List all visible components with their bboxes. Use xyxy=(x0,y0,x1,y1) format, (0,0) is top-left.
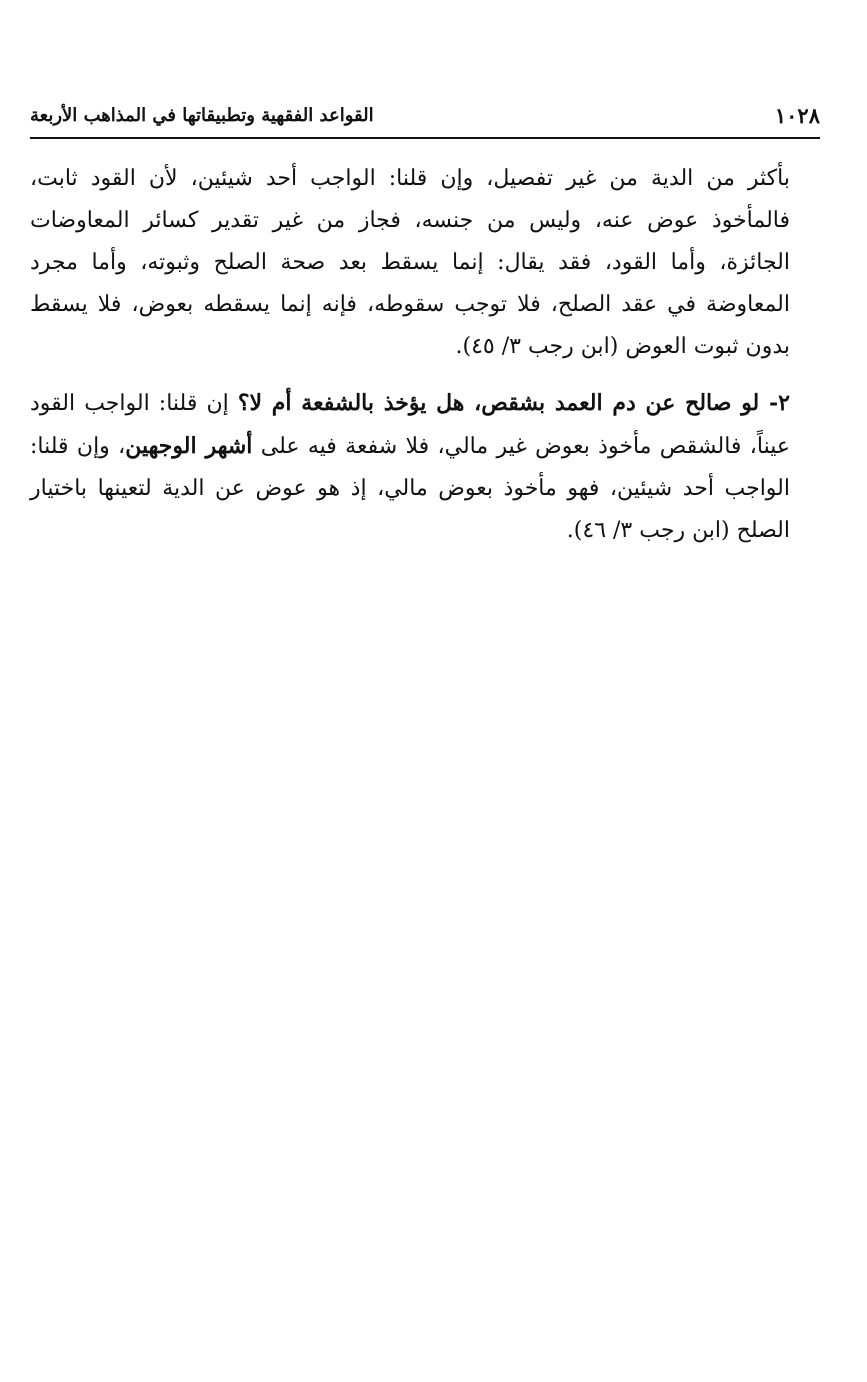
body-text xyxy=(30,158,790,552)
page-number: ١٠٢٨ xyxy=(774,103,820,128)
page-header xyxy=(30,96,820,136)
paragraph-1: بأكثر من الدية من غير تفصيل، وإن قلنا: الواجب أحد شيئين، لأن القود ثابت، فالمأخوذ عوض عنه، وليس من جنسه، فجاز من غير تقدير كسائر المعاوضات الجائزة، وأما القود، فقد يقال: إنما يسقط بعد صحة الصلح وثبوته، وأما مجرد المعاوضة في عقد الصلح، فلا توجب سقوطه، فإنه إنما يسقطه بعوض، فلا يسقط بدون ثبوت العوض (ابن رجب ٣/ ٤٥). xyxy=(30,166,790,359)
paragraph-2-text-2: ، وإن قلنا: الواجب أحد شيئين، فهو مأخوذ بعوض مالي، إذ هو عوض عن الدية لتعينها باختيار الصلح (ابن رجب ٣/ ٤٦). xyxy=(30,434,790,543)
example-question: ٢- لو صالح عن دم العمد بشقص، هل يؤخذ بالشفعة أم لا؟ xyxy=(237,390,790,416)
paragraph-2-text-1: إن قلنا: الواجب القود عيناً، فالشقص مأخوذ بعوض غير مالي، فلا شفعة فيه على xyxy=(30,391,790,459)
running-title: القواعد الفقهية وتطبيقاتها في المذاهب الأربعة xyxy=(30,105,374,126)
paragraph-2 xyxy=(30,382,790,552)
header-rule xyxy=(30,137,820,139)
emphasized-phrase: أشهر الوجهين xyxy=(125,433,253,459)
